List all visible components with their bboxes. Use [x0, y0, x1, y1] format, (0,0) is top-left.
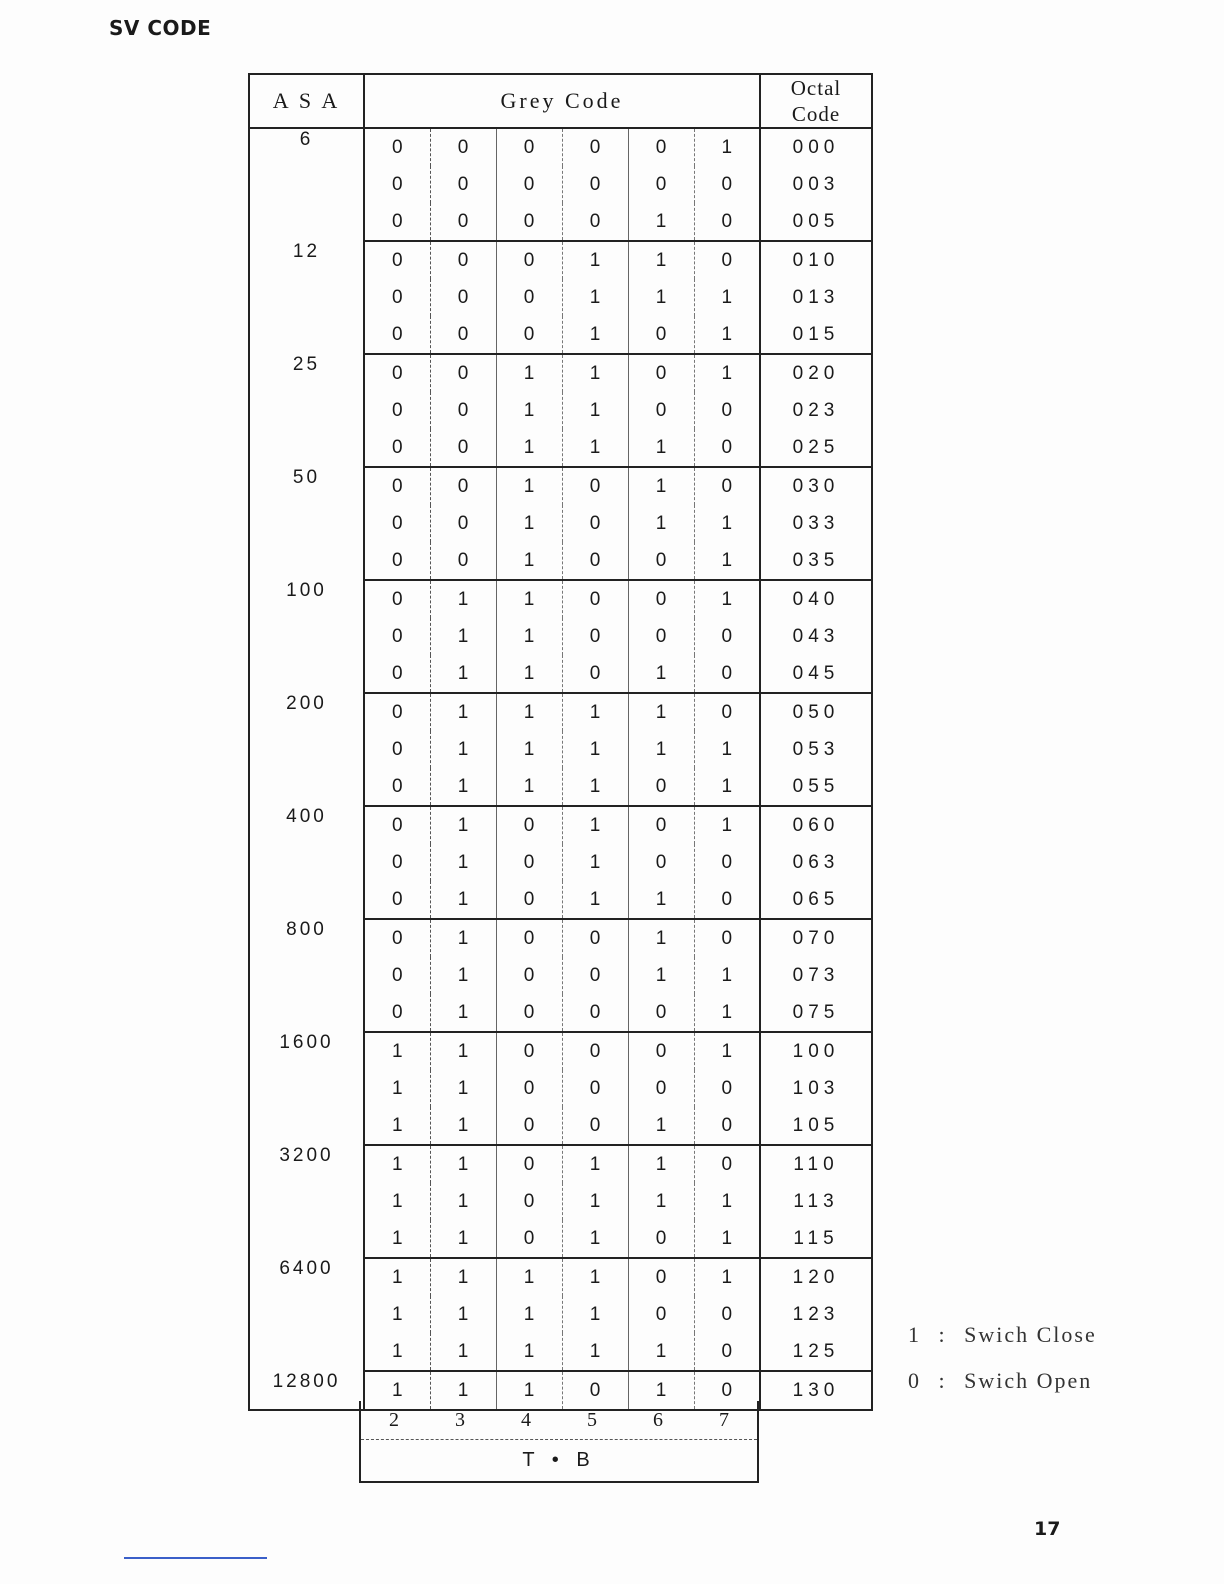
octal-value: 033	[760, 505, 872, 542]
grey-bit: 1	[496, 1258, 562, 1296]
grey-bit: 0	[364, 279, 430, 316]
asa-value: 1600	[249, 1032, 364, 1145]
octal-value: 055	[760, 768, 872, 806]
grey-bit: 0	[562, 203, 628, 241]
grey-bit: 1	[496, 580, 562, 618]
table-row	[249, 128, 872, 166]
table-row	[249, 806, 872, 844]
grey-bit: 0	[364, 655, 430, 693]
octal-value: 060	[760, 806, 872, 844]
grey-bit: 1	[430, 1258, 496, 1296]
grey-bit: 1	[430, 806, 496, 844]
grey-bit: 0	[694, 429, 760, 467]
grey-bit: 0	[628, 994, 694, 1032]
grey-bit: 1	[430, 655, 496, 693]
octal-value: 050	[760, 693, 872, 731]
tb-pin: 3	[455, 1408, 465, 1431]
grey-bit: 0	[364, 580, 430, 618]
octal-value: 015	[760, 316, 872, 354]
grey-bit: 1	[496, 392, 562, 429]
grey-bit: 1	[562, 316, 628, 354]
grey-bit: 0	[694, 881, 760, 919]
grey-bit: 1	[694, 316, 760, 354]
grey-bit: 0	[694, 655, 760, 693]
legend-text: Swich Close	[964, 1322, 1097, 1347]
grey-bit: 1	[721, 512, 733, 534]
asa-value: 400	[249, 806, 364, 919]
grey-bit: 1	[496, 1296, 562, 1333]
grey-bit: 0	[430, 241, 496, 279]
octal-value: 000	[760, 128, 872, 166]
octal-value: 105	[760, 1107, 872, 1145]
grey-bit: 0	[496, 1145, 562, 1183]
octal-value: 023	[760, 392, 872, 429]
grey-bit: 0	[628, 128, 694, 166]
grey-bit: 0	[562, 1107, 628, 1145]
asa-value: 12800	[249, 1371, 364, 1410]
grey-bit: 0	[430, 354, 496, 392]
grey-bit: 0	[364, 166, 430, 203]
grey-bit: 1	[721, 136, 733, 158]
grey-bit: 1	[562, 1258, 628, 1296]
grey-bit: 1	[562, 241, 628, 279]
grey-bit: 0	[562, 166, 628, 203]
grey-bit: 1	[721, 286, 733, 308]
octal-value: 005	[760, 203, 872, 241]
grey-bit: 0	[430, 392, 496, 429]
grey-bit: 0	[628, 844, 694, 881]
grey-bit: 1	[562, 429, 628, 467]
asa-value: 50	[249, 467, 364, 580]
grey-bit: 1	[562, 768, 628, 806]
grey-bit: 1	[721, 1266, 733, 1288]
grey-bit: 1	[496, 1333, 562, 1371]
octal-value: 040	[760, 580, 872, 618]
grey-bit: 0	[562, 957, 628, 994]
grey-bit: 1	[430, 1371, 496, 1410]
grey-bit: 0	[721, 701, 733, 723]
table-row	[249, 1145, 872, 1183]
grey-bit: 1	[496, 354, 562, 392]
grey-bit: 1	[430, 618, 496, 655]
grey-bit: 1	[628, 1145, 694, 1183]
grey-bit: 0	[721, 173, 733, 195]
grey-bit: 1	[694, 768, 760, 806]
grey-bit: 0	[628, 580, 694, 618]
grey-bit: 0	[721, 1303, 733, 1325]
grey-bit: 0	[721, 851, 733, 873]
octal-value: 020	[760, 354, 872, 392]
grey-bit: 1	[562, 806, 628, 844]
grey-bit: 1	[364, 1183, 430, 1220]
legend-key: 0	[908, 1368, 921, 1393]
table-row	[249, 1032, 872, 1070]
asa-value: 200	[249, 693, 364, 806]
grey-bit: 0	[562, 580, 628, 618]
tb-pin: 2	[389, 1408, 399, 1431]
octal-value: 003	[760, 166, 872, 203]
legend-text: Swich Open	[964, 1368, 1093, 1393]
grey-bit: 0	[430, 203, 496, 241]
legend-close	[908, 1322, 1097, 1348]
legend-sep: :	[938, 1322, 947, 1347]
grey-bit: 0	[364, 881, 430, 919]
octal-value: 130	[760, 1371, 872, 1410]
grey-bit: 0	[496, 128, 562, 166]
octal-value: 073	[760, 957, 872, 994]
grey-bit: 0	[628, 1296, 694, 1333]
grey-bit: 0	[364, 128, 430, 166]
grey-bit: 0	[496, 1220, 562, 1258]
grey-bit: 0	[496, 316, 562, 354]
grey-bit: 0	[562, 1371, 628, 1410]
grey-bit: 0	[430, 505, 496, 542]
grey-bit: 1	[430, 1070, 496, 1107]
asa-value: 3200	[249, 1145, 364, 1258]
grey-bit: 1	[496, 655, 562, 693]
grey-bit: 1	[430, 1296, 496, 1333]
octal-value: 025	[760, 429, 872, 467]
grey-bit: 0	[364, 505, 430, 542]
grey-bit: 0	[628, 806, 694, 844]
grey-bit: 1	[430, 957, 496, 994]
grey-bit: 1	[496, 768, 562, 806]
grey-bit: 0	[430, 429, 496, 467]
table-row	[249, 354, 872, 392]
grey-bit: 1	[364, 1371, 430, 1410]
grey-bit: 0	[628, 166, 694, 203]
grey-bit: 1	[628, 467, 694, 505]
grey-bit: 1	[562, 1333, 628, 1371]
grey-bit: 1	[721, 1190, 733, 1212]
grey-bit: 1	[628, 1107, 694, 1145]
grey-bit: 0	[628, 1032, 694, 1070]
grey-bit: 1	[430, 1183, 496, 1220]
grey-bit: 1	[364, 1296, 430, 1333]
octal-value: 053	[760, 731, 872, 768]
grey-bit: 1	[562, 1145, 628, 1183]
grey-bit: 1	[430, 1032, 496, 1070]
table-header-row	[249, 74, 872, 128]
octal-value: 030	[760, 467, 872, 505]
grey-bit: 1	[628, 203, 694, 241]
grey-bit: 0	[496, 203, 562, 241]
asa-value: 6400	[249, 1258, 364, 1371]
grey-bit: 1	[496, 693, 562, 731]
grey-bit: 1	[430, 1220, 496, 1258]
grey-bit: 0	[364, 994, 430, 1032]
legend-key: 1	[908, 1322, 921, 1347]
tb-connector-box	[359, 1401, 759, 1483]
grey-bit: 0	[628, 542, 694, 580]
grey-bit: 0	[721, 625, 733, 647]
grey-bit: 1	[496, 505, 562, 542]
octal-header-line2: Code	[791, 102, 841, 126]
grey-bit: 1	[430, 768, 496, 806]
grey-bit: 0	[694, 203, 760, 241]
tb-pin: 7	[719, 1408, 729, 1431]
tb-pin: 4	[521, 1408, 531, 1431]
grey-bit: 0	[562, 505, 628, 542]
grey-bit: 0	[496, 279, 562, 316]
octal-value: 043	[760, 618, 872, 655]
grey-bit: 1	[430, 994, 496, 1032]
octal-value: 123	[760, 1296, 872, 1333]
grey-bit: 1	[562, 1296, 628, 1333]
sv-code-table	[248, 73, 873, 1411]
grey-bit: 1	[496, 542, 562, 580]
grey-bit: 1	[628, 655, 694, 693]
grey-bit: 1	[496, 618, 562, 655]
grey-bit: 1	[496, 429, 562, 467]
grey-bit: 0	[430, 279, 496, 316]
grey-bit: 1	[364, 1220, 430, 1258]
octal-value: 035	[760, 542, 872, 580]
grey-bit: 1	[694, 994, 760, 1032]
tb-pin-row	[361, 1401, 757, 1440]
grey-bit: 1	[628, 241, 694, 279]
grey-bit: 0	[364, 429, 430, 467]
grey-bit: 0	[562, 919, 628, 957]
grey-bit: 1	[628, 957, 694, 994]
grey-bit: 0	[364, 844, 430, 881]
octal-value: 110	[760, 1145, 872, 1183]
grey-bit: 0	[364, 618, 430, 655]
grey-bit: 1	[430, 580, 496, 618]
octal-value: 070	[760, 919, 872, 957]
grey-bit: 1	[364, 1070, 430, 1107]
grey-bit: 0	[721, 927, 733, 949]
grey-bit: 1	[364, 1032, 430, 1070]
tb-label: T • B	[522, 1449, 596, 1471]
grey-bit: 0	[364, 354, 430, 392]
grey-bit: 1	[496, 1371, 562, 1410]
grey-bit: 1	[628, 1333, 694, 1371]
asa-value: 6	[249, 128, 364, 241]
grey-bit: 0	[364, 806, 430, 844]
grey-bit: 0	[364, 241, 430, 279]
grey-bit: 0	[628, 392, 694, 429]
grey-bit: 1	[562, 1220, 628, 1258]
asa-value: 12	[249, 241, 364, 354]
grey-bit: 1	[628, 1371, 694, 1410]
grey-bit: 0	[430, 542, 496, 580]
grey-bit: 1	[721, 964, 733, 986]
grey-bit: 1	[364, 1333, 430, 1371]
table-body	[249, 128, 872, 1410]
grey-bit: 0	[496, 881, 562, 919]
grey-bit: 0	[721, 249, 733, 271]
grey-bit: 0	[364, 919, 430, 957]
grey-bit: 0	[562, 1032, 628, 1070]
grey-bit: 0	[721, 1153, 733, 1175]
grey-bit: 1	[430, 1333, 496, 1371]
grey-bit: 0	[562, 467, 628, 505]
grey-bit: 1	[721, 1040, 733, 1062]
grey-bit: 0	[694, 1107, 760, 1145]
grey-bit: 0	[694, 1371, 760, 1410]
grey-bit: 1	[430, 844, 496, 881]
table-row	[249, 241, 872, 279]
grey-bit: 0	[562, 618, 628, 655]
asa-value: 800	[249, 919, 364, 1032]
table-row	[249, 467, 872, 505]
grey-bit: 0	[628, 618, 694, 655]
grey-bit: 0	[562, 994, 628, 1032]
footnote-rule	[124, 1557, 267, 1559]
octal-value: 113	[760, 1183, 872, 1220]
grey-bit: 0	[628, 354, 694, 392]
grey-bit: 1	[628, 505, 694, 542]
grey-bit: 1	[496, 731, 562, 768]
grey-bit: 0	[496, 957, 562, 994]
grey-code-header: Grey Code	[364, 74, 760, 128]
grey-bit: 1	[364, 1107, 430, 1145]
grey-bit: 0	[430, 166, 496, 203]
octal-value: 100	[760, 1032, 872, 1070]
table-row	[249, 1258, 872, 1296]
grey-bit: 0	[496, 1107, 562, 1145]
grey-bit: 1	[628, 279, 694, 316]
grey-bit: 0	[628, 316, 694, 354]
grey-bit: 0	[628, 1258, 694, 1296]
octal-value: 065	[760, 881, 872, 919]
grey-bit: 0	[721, 399, 733, 421]
grey-bit: 1	[364, 1258, 430, 1296]
grey-bit: 1	[628, 881, 694, 919]
table-row	[249, 919, 872, 957]
grey-bit: 1	[562, 279, 628, 316]
grey-bit: 1	[562, 844, 628, 881]
grey-bit: 0	[562, 128, 628, 166]
grey-bit: 1	[430, 881, 496, 919]
grey-bit: 0	[628, 1220, 694, 1258]
page-number: 17	[1034, 1518, 1061, 1540]
grey-bit: 1	[694, 542, 760, 580]
octal-header-line1: Octal	[790, 76, 842, 100]
grey-bit: 1	[562, 1183, 628, 1220]
grey-bit: 0	[628, 1070, 694, 1107]
octal-value: 075	[760, 994, 872, 1032]
asa-value: 25	[249, 354, 364, 467]
asa-header: A S A	[249, 74, 364, 128]
grey-bit: 1	[562, 354, 628, 392]
grey-bit: 1	[562, 731, 628, 768]
legend-sep: :	[938, 1368, 947, 1393]
tb-pin: 5	[587, 1408, 597, 1431]
grey-bit: 1	[430, 693, 496, 731]
grey-bit: 1	[628, 693, 694, 731]
grey-bit: 1	[721, 814, 733, 836]
grey-bit: 0	[430, 128, 496, 166]
grey-bit: 0	[562, 1070, 628, 1107]
octal-code-header	[760, 74, 872, 128]
grey-bit: 0	[496, 844, 562, 881]
octal-value: 115	[760, 1220, 872, 1258]
grey-bit: 0	[721, 1077, 733, 1099]
page-title: SV CODE	[109, 16, 212, 40]
grey-bit: 0	[496, 166, 562, 203]
asa-value: 100	[249, 580, 364, 693]
grey-bit: 1	[628, 731, 694, 768]
grey-bit: 0	[364, 542, 430, 580]
grey-bit: 1	[430, 731, 496, 768]
grey-bit: 0	[694, 1333, 760, 1371]
grey-bit: 0	[496, 994, 562, 1032]
octal-value: 103	[760, 1070, 872, 1107]
grey-bit: 1	[496, 467, 562, 505]
grey-bit: 0	[496, 1183, 562, 1220]
grey-bit: 0	[364, 693, 430, 731]
grey-bit: 0	[628, 768, 694, 806]
grey-bit: 1	[628, 919, 694, 957]
grey-bit: 0	[364, 316, 430, 354]
table-row	[249, 693, 872, 731]
grey-bit: 0	[496, 1032, 562, 1070]
grey-bit: 0	[364, 731, 430, 768]
grey-bit: 1	[721, 362, 733, 384]
grey-bit: 1	[694, 1220, 760, 1258]
grey-bit: 0	[430, 316, 496, 354]
grey-bit: 1	[721, 588, 733, 610]
grey-bit: 0	[364, 203, 430, 241]
grey-bit: 1	[628, 1183, 694, 1220]
octal-value: 045	[760, 655, 872, 693]
grey-bit: 1	[562, 392, 628, 429]
grey-bit: 0	[430, 467, 496, 505]
grey-bit: 1	[364, 1145, 430, 1183]
octal-value: 013	[760, 279, 872, 316]
grey-bit: 1	[562, 881, 628, 919]
legend-open	[908, 1368, 1092, 1394]
grey-bit: 0	[721, 475, 733, 497]
grey-bit: 0	[364, 467, 430, 505]
octal-value: 125	[760, 1333, 872, 1371]
grey-bit: 0	[562, 542, 628, 580]
grey-bit: 1	[721, 738, 733, 760]
grey-bit: 0	[562, 655, 628, 693]
grey-bit: 1	[430, 1145, 496, 1183]
tb-pin: 6	[653, 1408, 663, 1431]
grey-bit: 0	[496, 806, 562, 844]
grey-bit: 0	[364, 768, 430, 806]
octal-value: 010	[760, 241, 872, 279]
grey-bit: 0	[364, 392, 430, 429]
grey-bit: 0	[496, 241, 562, 279]
grey-bit: 1	[628, 429, 694, 467]
grey-bit: 0	[364, 957, 430, 994]
octal-value: 120	[760, 1258, 872, 1296]
grey-bit: 1	[430, 919, 496, 957]
octal-value: 063	[760, 844, 872, 881]
table-row	[249, 580, 872, 618]
grey-bit: 0	[496, 919, 562, 957]
grey-bit: 0	[496, 1070, 562, 1107]
grey-bit: 1	[430, 1107, 496, 1145]
grey-bit: 1	[562, 693, 628, 731]
